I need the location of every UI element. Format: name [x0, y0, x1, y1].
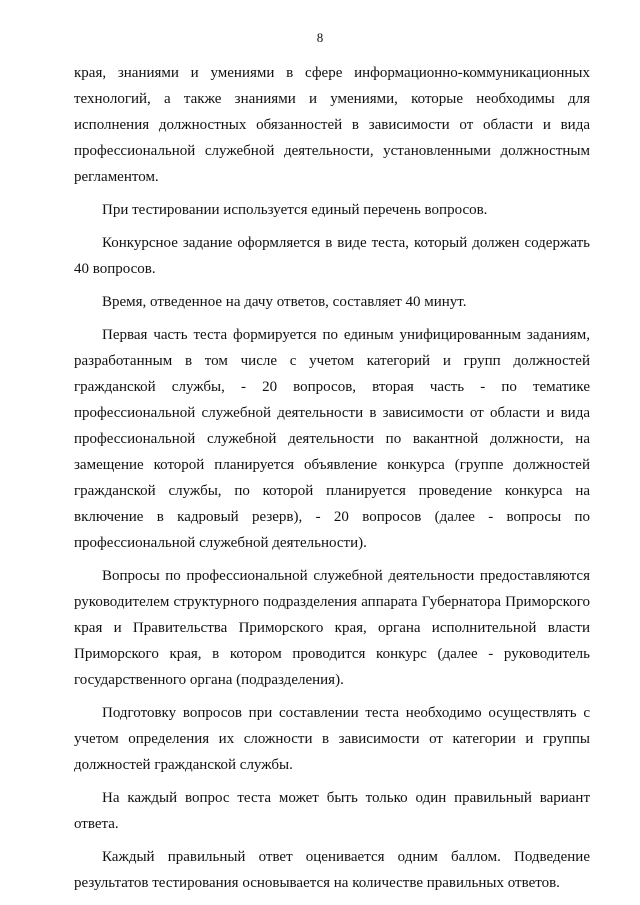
paragraph: Подготовку вопросов при составлении теста необходимо осуществлять с учетом определения их сложности в зависимости от категории и группы должностей гражданской службы.: [74, 705, 590, 773]
paragraph: Первая часть теста формируется по единым унифицированным заданиям, разработанным в том числе с учетом категорий и групп должностей гражданской службы, - 20 вопросов, вторая часть - по тематике профессиональной служебной деятельности в зависимости от области и вида профессиональной служебной деятельности по вакантной должности, на замещение которой планируется объявление конкурса (группе должностей гражданской службы, по которой планируется проведение конкурса на включение в кадровый резерв), - 20 вопросов (далее - вопросы по профессиональной служебной деятельности).: [74, 327, 590, 551]
paragraph: Время, отведенное на дачу ответов, составляет 40 минут.: [102, 294, 467, 310]
paragraph: Вопросы по профессиональной служебной деятельности предоставляются руководителем структурного подразделения аппарата Губернатора Приморского края и Правительства Приморского края, органа исполнительной власти Приморского края, в котором проводится конкурс (далее - руководитель государственного органа (подразделения).: [74, 568, 590, 688]
paragraph: края, знаниями и умениями в сфере информационно-коммуникационных технологий, а также знаниями и умениями, которые необходимы для исполнения должностных обязанностей в зависимости от области и вида профессиональной служебной деятельности, установленными должностным регламентом.: [74, 65, 590, 185]
paragraph: Конкурсное задание оформляется в виде теста, который должен содержать 40 вопросов.: [74, 235, 590, 277]
paragraph: При тестировании используется единый перечень вопросов.: [102, 202, 488, 218]
document-body: [74, 60, 590, 903]
page-number: 8: [316, 30, 324, 45]
paragraph: На каждый вопрос теста может быть только один правильный вариант ответа.: [74, 790, 590, 832]
paragraph: Каждый правильный ответ оценивается одним баллом. Подведение результатов тестирования основывается на количестве правильных ответов.: [74, 849, 590, 891]
